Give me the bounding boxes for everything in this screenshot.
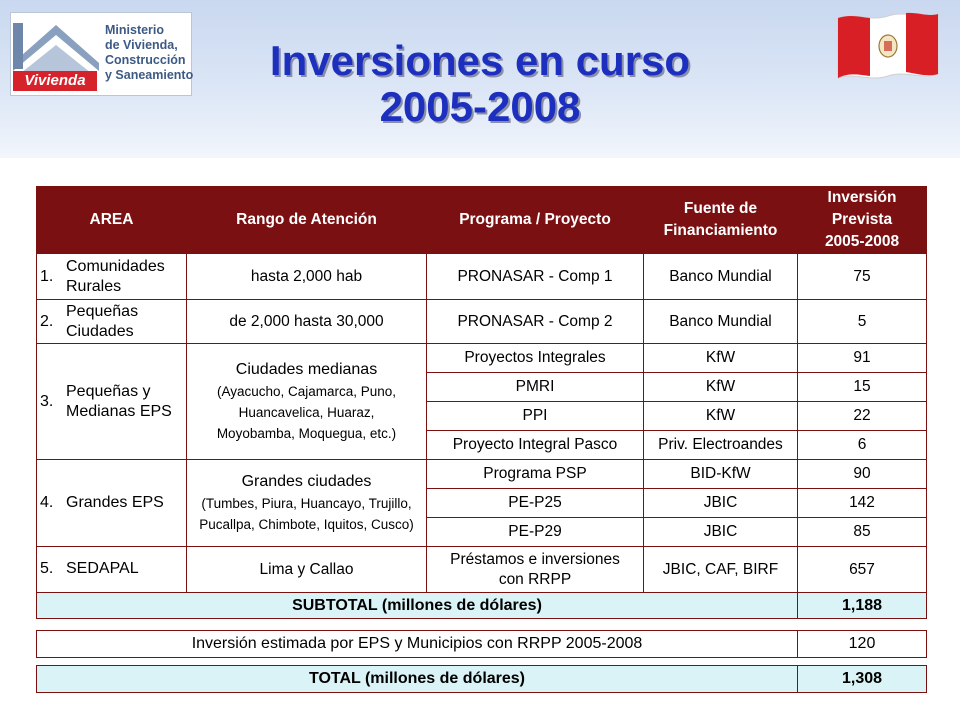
page-title: [200, 38, 760, 130]
table-header-row: [37, 187, 927, 254]
col-header-rango: Rango de Atención: [187, 187, 427, 254]
programa-cell: PRONASAR - Comp 1: [427, 254, 644, 300]
logo-wordmark: Vivienda: [13, 71, 97, 91]
area-number: 4.: [40, 493, 54, 511]
table-row: [37, 547, 927, 593]
rango-detail: Pucallpa, Chimbote, Iquitos, Cusco): [199, 517, 414, 532]
table-row: [37, 344, 927, 373]
programa-cell: PMRI: [427, 373, 644, 402]
programa-line: con RRPP: [498, 570, 572, 588]
header-text: Prevista: [831, 211, 893, 228]
area-number: 2.: [40, 312, 54, 330]
inversion-cell: 22: [798, 402, 927, 431]
peru-flag-icon: [834, 8, 942, 84]
area-label: SEDAPAL: [66, 560, 139, 578]
total-label: TOTAL (millones de dólares): [37, 666, 798, 693]
col-header-area: AREA: [37, 187, 187, 254]
fuente-cell: JBIC: [644, 518, 798, 547]
area-cell: [37, 300, 187, 344]
area-label: Grandes EPS: [66, 493, 164, 511]
fuente-cell: Priv. Electroandes: [644, 431, 798, 460]
inversion-cell: 5: [798, 300, 927, 344]
area-line: Pequeñas: [66, 302, 139, 320]
inversion-cell: 90: [798, 460, 927, 489]
rango-detail: (Tumbes, Piura, Huancayo, Trujillo,: [201, 496, 412, 511]
logo-line: de Vivienda,: [105, 38, 178, 52]
estimate-label: Inversión estimada por EPS y Municipios con RRPP 2005-2008: [37, 631, 798, 658]
programa-cell: PRONASAR - Comp 2: [427, 300, 644, 344]
programa-line: Préstamos e inversiones: [450, 550, 620, 568]
header-text: 2005-2008: [824, 233, 900, 250]
fuente-cell: Banco Mundial: [644, 300, 798, 344]
area-cell: [37, 460, 187, 547]
total-table: [36, 665, 927, 693]
programa-cell: PE-P29: [427, 518, 644, 547]
inversion-cell: 85: [798, 518, 927, 547]
table-row: [37, 300, 927, 344]
fuente-cell: KfW: [644, 402, 798, 431]
fuente-cell: BID-KfW: [644, 460, 798, 489]
area-number: 3.: [40, 392, 54, 410]
rango-title: Grandes ciudades: [241, 473, 372, 490]
logo-line: Ministerio: [105, 23, 165, 37]
area-cell: [37, 344, 187, 460]
area-line: Medianas EPS: [66, 402, 172, 420]
logo-line: Construcción: [105, 53, 186, 67]
rango-detail: (Ayacucho, Cajamarca, Puno,: [216, 384, 397, 399]
table-row: [37, 254, 927, 300]
programa-cell: Proyecto Integral Pasco: [427, 431, 644, 460]
area-line: Comunidades: [66, 257, 165, 275]
area-line: Ciudades: [66, 322, 134, 340]
estimate-table: [36, 630, 927, 658]
programa-cell: PPI: [427, 402, 644, 431]
rango-detail: Huancavelica, Huaraz,: [238, 405, 375, 420]
estimate-row: [37, 631, 927, 658]
area-number: 1.: [40, 267, 54, 285]
col-header-programa: Programa / Proyecto: [427, 187, 644, 254]
investment-table: [36, 186, 927, 619]
subtotal-value: 1,188: [798, 593, 927, 619]
logo-text: [105, 23, 194, 83]
header-text: Inversión: [827, 189, 897, 206]
subtotal-row: [37, 593, 927, 619]
inversion-cell: 142: [798, 489, 927, 518]
inversion-cell: 657: [798, 547, 927, 593]
logo-line: y Saneamiento: [105, 68, 194, 82]
header-text: Financiamiento: [663, 222, 778, 239]
col-header-fuente: [644, 187, 798, 254]
inversion-cell: 75: [798, 254, 927, 300]
area-line: Pequeñas y: [66, 382, 151, 400]
programa-cell: Programa PSP: [427, 460, 644, 489]
programa-cell: Proyectos Integrales: [427, 344, 644, 373]
subtotal-label: SUBTOTAL (millones de dólares): [37, 593, 798, 619]
title-line-1: Inversiones en curso: [269, 37, 691, 84]
fuente-cell: KfW: [644, 344, 798, 373]
area-label: [66, 257, 165, 297]
col-header-inversion: [798, 187, 927, 254]
table-row: [37, 460, 927, 489]
fuente-cell: Banco Mundial: [644, 254, 798, 300]
programa-cell: PE-P25: [427, 489, 644, 518]
area-cell: [37, 254, 187, 300]
total-value: 1,308: [798, 666, 927, 693]
estimate-value: 120: [798, 631, 927, 658]
area-line: Rurales: [66, 277, 122, 295]
inversion-cell: 91: [798, 344, 927, 373]
rango-cell: [187, 460, 427, 547]
area-label: [66, 302, 138, 342]
ministry-logo: [10, 12, 192, 96]
fuente-cell: JBIC: [644, 489, 798, 518]
rango-detail: Moyobamba, Moquegua, etc.): [216, 426, 397, 441]
inversion-cell: 15: [798, 373, 927, 402]
area-number: 5.: [40, 560, 54, 578]
rango-title: Ciudades medianas: [235, 361, 378, 378]
rango-cell: Lima y Callao: [187, 547, 427, 593]
rango-cell: hasta 2,000 hab: [187, 254, 427, 300]
rango-cell: de 2,000 hasta 30,000: [187, 300, 427, 344]
total-row: [37, 666, 927, 693]
inversion-cell: 6: [798, 431, 927, 460]
slide-header: [0, 0, 960, 158]
area-label: [66, 382, 172, 422]
area-cell: [37, 547, 187, 593]
title-line-2: 2005-2008: [379, 83, 581, 130]
rango-cell: [187, 344, 427, 460]
fuente-cell: KfW: [644, 373, 798, 402]
fuente-cell: JBIC, CAF, BIRF: [644, 547, 798, 593]
programa-cell: [427, 547, 644, 593]
header-text: Fuente de: [683, 200, 758, 217]
